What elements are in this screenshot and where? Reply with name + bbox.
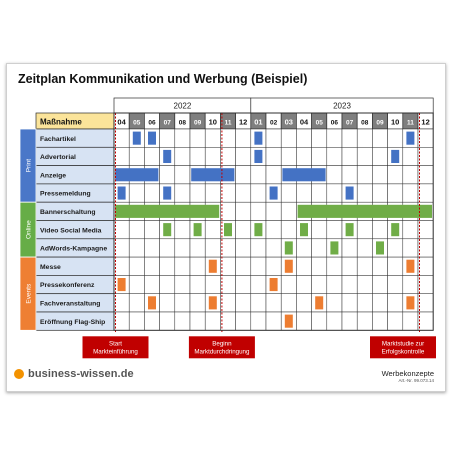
grid-cell bbox=[342, 257, 357, 275]
month-label: 02 bbox=[269, 119, 278, 127]
grid-cell bbox=[357, 129, 372, 147]
grid-cell bbox=[403, 275, 418, 293]
grid-cell bbox=[220, 312, 235, 330]
grid-cell bbox=[266, 294, 281, 312]
year-label: 2022 bbox=[173, 101, 192, 111]
grid-cell bbox=[190, 312, 205, 330]
grid-cell bbox=[342, 275, 357, 293]
grid-cell bbox=[296, 239, 311, 257]
grid-cell bbox=[114, 294, 129, 312]
schedule-bar bbox=[406, 296, 414, 309]
brand-logo bbox=[14, 368, 134, 380]
grid-cell bbox=[342, 239, 357, 257]
grid-cell bbox=[220, 257, 235, 275]
grid-cell bbox=[296, 184, 311, 202]
grid-cell bbox=[175, 184, 190, 202]
schedule-bar bbox=[254, 132, 262, 145]
schedule-bar bbox=[346, 223, 354, 236]
schedule-bar bbox=[133, 132, 141, 145]
month-label: 08 bbox=[178, 119, 187, 127]
grid-cell bbox=[251, 312, 266, 330]
grid-cell bbox=[388, 184, 403, 202]
schedule-bar bbox=[298, 205, 432, 218]
schedule-bar bbox=[118, 278, 126, 291]
group-label: Online bbox=[25, 220, 33, 240]
grid-cell bbox=[220, 129, 235, 147]
grid-cell bbox=[220, 184, 235, 202]
grid-cell bbox=[175, 257, 190, 275]
month-label: 09 bbox=[376, 119, 384, 127]
grid-cell bbox=[266, 166, 281, 184]
schedule-bar bbox=[194, 223, 202, 236]
grid-cell bbox=[129, 184, 144, 202]
grid-cell bbox=[296, 312, 311, 330]
grid-cell bbox=[251, 166, 266, 184]
grid-cell bbox=[205, 129, 220, 147]
grid-cell bbox=[114, 239, 129, 257]
row-label: AdWords-Kampagne bbox=[40, 245, 108, 253]
grid-cell bbox=[129, 257, 144, 275]
grid-cell bbox=[175, 166, 190, 184]
schedule-bar bbox=[406, 260, 414, 273]
schedule-bar bbox=[391, 223, 399, 236]
grid-cell bbox=[160, 129, 175, 147]
grid-cell bbox=[418, 221, 433, 239]
logo-text: business-wissen.de bbox=[28, 368, 134, 380]
schedule-bar bbox=[270, 187, 278, 200]
schedule-bar bbox=[209, 296, 217, 309]
grid-cell bbox=[403, 166, 418, 184]
grid-cell bbox=[144, 257, 159, 275]
grid-cell bbox=[129, 147, 144, 165]
grid-cell bbox=[312, 147, 327, 165]
month-label: 06 bbox=[330, 119, 339, 127]
grid-cell bbox=[418, 294, 433, 312]
massnahme-header-label: Maßnahme bbox=[40, 117, 82, 127]
grid-cell bbox=[357, 147, 372, 165]
schedule-bar bbox=[191, 168, 234, 181]
grid-cell bbox=[312, 312, 327, 330]
grid-cell bbox=[129, 294, 144, 312]
grid-cell bbox=[220, 275, 235, 293]
grid-cell bbox=[357, 239, 372, 257]
grid-cell bbox=[281, 129, 296, 147]
grid-cell bbox=[129, 239, 144, 257]
grid-cell bbox=[281, 184, 296, 202]
schedule-bar bbox=[224, 223, 232, 236]
chart-title: Zeitplan Kommunikation und Werbung (Beispiel) bbox=[18, 72, 308, 86]
grid-cell bbox=[327, 275, 342, 293]
grid-cell bbox=[372, 129, 387, 147]
grid-cell bbox=[266, 239, 281, 257]
grid-cell bbox=[114, 257, 129, 275]
row-label: Messe bbox=[40, 263, 61, 271]
grid-cell bbox=[403, 184, 418, 202]
grid-cell bbox=[296, 129, 311, 147]
schedule-bar bbox=[285, 241, 293, 254]
milestone-label: Erfolgskontrolle bbox=[381, 348, 425, 356]
month-label: 05 bbox=[133, 119, 141, 127]
schedule-bar bbox=[118, 187, 126, 200]
grid-cell bbox=[175, 129, 190, 147]
grid-cell bbox=[372, 294, 387, 312]
grid-cell bbox=[251, 202, 266, 220]
schedule-bar bbox=[315, 296, 323, 309]
grid-cell bbox=[251, 239, 266, 257]
grid-cell bbox=[418, 184, 433, 202]
grid-cell bbox=[175, 147, 190, 165]
grid-cell bbox=[160, 294, 175, 312]
grid-cell bbox=[160, 312, 175, 330]
month-label: 03 bbox=[284, 117, 293, 127]
month-label: 10 bbox=[391, 117, 400, 127]
grid-cell bbox=[144, 275, 159, 293]
grid-cell bbox=[175, 312, 190, 330]
grid-cell bbox=[266, 312, 281, 330]
grid-cell bbox=[388, 239, 403, 257]
grid-cell bbox=[403, 221, 418, 239]
grid-cell bbox=[236, 221, 251, 239]
grid-cell bbox=[296, 294, 311, 312]
month-label: 12 bbox=[421, 117, 430, 127]
grid-cell bbox=[190, 294, 205, 312]
grid-cell bbox=[160, 275, 175, 293]
grid-cell bbox=[372, 312, 387, 330]
grid-cell bbox=[388, 275, 403, 293]
grid-cell bbox=[281, 202, 296, 220]
grid-cell bbox=[312, 257, 327, 275]
grid-cell bbox=[388, 166, 403, 184]
grid-cell bbox=[418, 275, 433, 293]
grid-cell bbox=[266, 221, 281, 239]
grid-cell bbox=[236, 202, 251, 220]
grid-cell bbox=[357, 166, 372, 184]
grid-cell bbox=[190, 275, 205, 293]
grid-cell bbox=[190, 147, 205, 165]
grid-cell bbox=[281, 275, 296, 293]
schedule-bar bbox=[254, 150, 262, 163]
grid-cell bbox=[266, 129, 281, 147]
grid-cell bbox=[205, 312, 220, 330]
grid-cell bbox=[114, 147, 129, 165]
schedule-bar bbox=[285, 260, 293, 273]
grid-cell bbox=[418, 312, 433, 330]
year-label: 2023 bbox=[333, 101, 351, 111]
grid-cell bbox=[236, 294, 251, 312]
grid-cell bbox=[418, 147, 433, 165]
grid-cell bbox=[129, 312, 144, 330]
row-label: Fachartikel bbox=[40, 135, 76, 143]
schedule-bar bbox=[254, 223, 262, 236]
month-label: 11 bbox=[406, 119, 414, 127]
group-label: Print bbox=[25, 158, 33, 173]
grid-cell bbox=[342, 147, 357, 165]
grid-cell bbox=[357, 275, 372, 293]
grid-cell bbox=[372, 166, 387, 184]
grid-cell bbox=[251, 294, 266, 312]
grid-cell bbox=[327, 166, 342, 184]
grid-cell bbox=[403, 147, 418, 165]
grid-cell bbox=[296, 275, 311, 293]
grid-cell bbox=[327, 294, 342, 312]
grid-cell bbox=[296, 257, 311, 275]
row-label: Fachveranstaltung bbox=[40, 300, 101, 308]
grid-cell bbox=[312, 129, 327, 147]
grid-cell bbox=[190, 184, 205, 202]
grid-cell bbox=[327, 129, 342, 147]
grid-cell bbox=[251, 257, 266, 275]
grid-cell bbox=[144, 239, 159, 257]
grid-cell bbox=[175, 275, 190, 293]
grid-cell bbox=[160, 239, 175, 257]
grid-cell bbox=[357, 294, 372, 312]
group-label: Events bbox=[25, 283, 33, 304]
schedule-bar bbox=[270, 278, 278, 291]
milestone-label: Marktstudie zur bbox=[381, 340, 425, 348]
milestone-label: Markteinführung bbox=[93, 348, 138, 356]
month-label: 05 bbox=[315, 119, 323, 127]
schedule-bar bbox=[300, 223, 308, 236]
schedule-bar bbox=[330, 241, 338, 254]
grid-cell bbox=[342, 166, 357, 184]
footer-category: Werbekonzepte bbox=[381, 369, 434, 378]
grid-cell bbox=[372, 184, 387, 202]
grid-cell bbox=[220, 147, 235, 165]
grid-cell bbox=[342, 129, 357, 147]
grid-cell bbox=[266, 257, 281, 275]
month-label: 09 bbox=[193, 119, 202, 127]
grid-cell bbox=[205, 275, 220, 293]
schedule-bar bbox=[115, 168, 158, 181]
logo-dot-icon bbox=[14, 369, 24, 379]
milestone-label: Beginn bbox=[212, 340, 232, 348]
grid-cell bbox=[236, 257, 251, 275]
grid-cell bbox=[236, 239, 251, 257]
grid-cell bbox=[312, 221, 327, 239]
grid-cell bbox=[312, 275, 327, 293]
grid-cell bbox=[266, 202, 281, 220]
grid-cell bbox=[342, 294, 357, 312]
schedule-bar bbox=[163, 223, 171, 236]
grid-cell bbox=[175, 294, 190, 312]
schedule-bar bbox=[406, 132, 414, 145]
grid-cell bbox=[160, 257, 175, 275]
grid-cell bbox=[418, 129, 433, 147]
grid-cell bbox=[236, 184, 251, 202]
grid-cell bbox=[236, 129, 251, 147]
schedule-bar bbox=[282, 168, 325, 181]
grid-cell bbox=[205, 184, 220, 202]
row-label: Bannerschaltung bbox=[40, 208, 96, 216]
grid-cell bbox=[129, 275, 144, 293]
schedule-bar bbox=[346, 187, 354, 200]
grid-cell bbox=[327, 147, 342, 165]
schedule-bar bbox=[163, 150, 171, 163]
month-label: 07 bbox=[345, 119, 354, 127]
grid-cell bbox=[312, 184, 327, 202]
grid-cell bbox=[175, 221, 190, 239]
milestone-label: Start bbox=[108, 340, 123, 348]
schedule-bar bbox=[376, 241, 384, 254]
month-label: 01 bbox=[254, 117, 263, 127]
grid-cell bbox=[251, 184, 266, 202]
grid-cell bbox=[266, 147, 281, 165]
schedule-bar bbox=[148, 296, 156, 309]
footer-info bbox=[382, 370, 434, 384]
row-label: Advertorial bbox=[40, 154, 76, 162]
grid-cell bbox=[129, 221, 144, 239]
grid-cell bbox=[281, 294, 296, 312]
milestone-label: Marktdurchdringung bbox=[194, 348, 250, 356]
grid-cell bbox=[296, 147, 311, 165]
grid-cell bbox=[327, 312, 342, 330]
row-label: Anzeige bbox=[40, 172, 67, 180]
row-label: Pressemeldung bbox=[40, 190, 91, 198]
schedule-bar bbox=[209, 260, 217, 273]
grid-cell bbox=[372, 275, 387, 293]
month-label: 07 bbox=[163, 119, 171, 127]
grid-cell bbox=[144, 184, 159, 202]
grid-cell bbox=[388, 129, 403, 147]
grid-cell bbox=[388, 312, 403, 330]
footer-article-number: Art.-Nr. 99.073.14 bbox=[398, 378, 434, 383]
row-label: Eröffnung Flag-Ship bbox=[40, 318, 106, 326]
grid-cell bbox=[418, 239, 433, 257]
grid-cell bbox=[372, 257, 387, 275]
grid-cell bbox=[236, 275, 251, 293]
grid-cell bbox=[114, 312, 129, 330]
grid-cell bbox=[190, 129, 205, 147]
grid-cell bbox=[144, 221, 159, 239]
grid-cell bbox=[144, 147, 159, 165]
schedule-bar bbox=[163, 187, 171, 200]
grid-cell bbox=[372, 221, 387, 239]
row-label: Video Social Media bbox=[40, 227, 102, 235]
grid-cell bbox=[205, 221, 220, 239]
grid-cell bbox=[327, 184, 342, 202]
grid-cell bbox=[205, 239, 220, 257]
grid-cell bbox=[312, 239, 327, 257]
grid-cell bbox=[190, 257, 205, 275]
month-label: 04 bbox=[117, 117, 126, 127]
grid-cell bbox=[342, 312, 357, 330]
month-label: 06 bbox=[148, 119, 156, 127]
month-label: 12 bbox=[239, 117, 248, 127]
schedule-bar bbox=[391, 150, 399, 163]
grid-cell bbox=[357, 221, 372, 239]
grid-cell bbox=[220, 294, 235, 312]
grid-cell bbox=[388, 257, 403, 275]
grid-cell bbox=[372, 147, 387, 165]
grid-cell bbox=[281, 221, 296, 239]
month-label: 08 bbox=[361, 119, 369, 127]
grid-cell bbox=[236, 166, 251, 184]
grid-cell bbox=[403, 312, 418, 330]
grid-cell bbox=[114, 129, 129, 147]
schedule-bar bbox=[148, 132, 156, 145]
grid-cell bbox=[175, 239, 190, 257]
grid-cell bbox=[114, 221, 129, 239]
grid-cell bbox=[327, 221, 342, 239]
month-label: 04 bbox=[299, 117, 309, 127]
grid-cell bbox=[403, 239, 418, 257]
grid-cell bbox=[205, 147, 220, 165]
grid-cell bbox=[357, 184, 372, 202]
grid-cell bbox=[418, 257, 433, 275]
grid-cell bbox=[251, 275, 266, 293]
grid-cell bbox=[418, 166, 433, 184]
grid-cell bbox=[160, 166, 175, 184]
grid-cell bbox=[220, 202, 235, 220]
grid-cell bbox=[220, 239, 235, 257]
grid-cell bbox=[357, 257, 372, 275]
grid-cell bbox=[281, 147, 296, 165]
grid-cell bbox=[236, 147, 251, 165]
grid-cell bbox=[357, 312, 372, 330]
grid-cell bbox=[327, 257, 342, 275]
schedule-bar bbox=[115, 205, 219, 218]
grid-cell bbox=[190, 239, 205, 257]
schedule-bar bbox=[285, 315, 293, 328]
grid-cell bbox=[236, 312, 251, 330]
month-label: 11 bbox=[224, 119, 232, 127]
grid-cell bbox=[388, 294, 403, 312]
month-label: 10 bbox=[208, 117, 217, 127]
grid-cell bbox=[144, 312, 159, 330]
row-label: Pressekonferenz bbox=[40, 282, 95, 290]
